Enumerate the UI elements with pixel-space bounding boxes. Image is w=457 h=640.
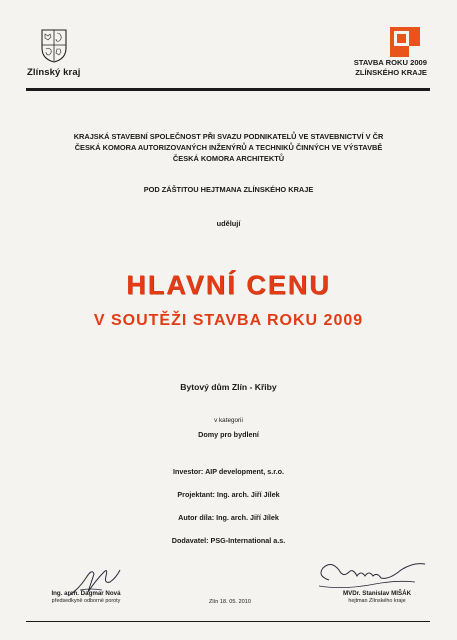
region-name: Zlínský kraj [27,67,81,78]
coat-of-arms-icon [40,28,68,64]
category-label: v kategorii [214,417,243,424]
category-value: Domy pro bydlení [198,430,259,439]
stavba-roku-logo-icon [390,27,420,57]
award-title-line1: STAVBA ROKU 2009 [353,58,427,67]
investor-line [0,467,457,476]
project-name: Bytový dům Zlín - Křiby [180,382,277,392]
supplier-value: PSG-International a.s. [210,536,286,545]
organizer-line: ČESKÁ KOMORA AUTORIZOVANÝCH INŽENÝRŮ A TECHNIKŮ ČINNÝCH VE VÝSTAVBĚ [74,143,383,152]
designer-line [0,490,457,499]
author-line [0,513,457,522]
left-signatory-name: Ing. arch. Dagmar Nová [51,590,121,597]
right-signatory-name: MVDr. Stanislav MIŠÁK [342,590,412,597]
prize-subtitle: V SOUTĚŽI STAVBA ROKU 2009 [93,312,364,329]
organizers [20,131,437,164]
designer-label: Projektant: [177,490,215,499]
prize-title: HLAVNÍ CENU [126,270,331,300]
place-date: Zlín 18. 05. 2010 [209,599,251,605]
investor-value: AIP development, s.r.o. [205,467,285,476]
designer-value: Ing. arch. Jiří Jílek [216,490,280,499]
footer-divider [26,621,430,622]
author-value: Ing. arch. Jiří Jílek [216,513,279,522]
supplier-line [0,536,457,545]
left-signatory-role: předsedkyně odborné poroty [51,598,121,604]
right-signatory [322,590,432,604]
organizer-line: KRAJSKÁ STAVEBNÍ SPOLEČNOST PŘI SVAZU PODNIKATELŮ VE STAVEBNICTVÍ V ČR [73,132,384,141]
patronage-line: POD ZÁŠTITOU HEJTMANA ZLÍNSKÉHO KRAJE [143,185,314,194]
author-label: Autor díla: [178,513,215,522]
investor-label: Investor: [172,467,204,476]
organizer-line: ČESKÁ KOMORA ARCHITEKTŮ [172,154,285,163]
right-signatory-role: hejtman Zlínského kraje [348,598,406,604]
left-signatory [36,590,136,604]
header-divider [26,88,430,91]
supplier-label: Dodavatel: [171,536,209,545]
award-title-line2: ZLÍNSKÉHO KRAJE [355,67,427,77]
grants-line: udělují [216,219,241,228]
award-title [354,58,427,77]
